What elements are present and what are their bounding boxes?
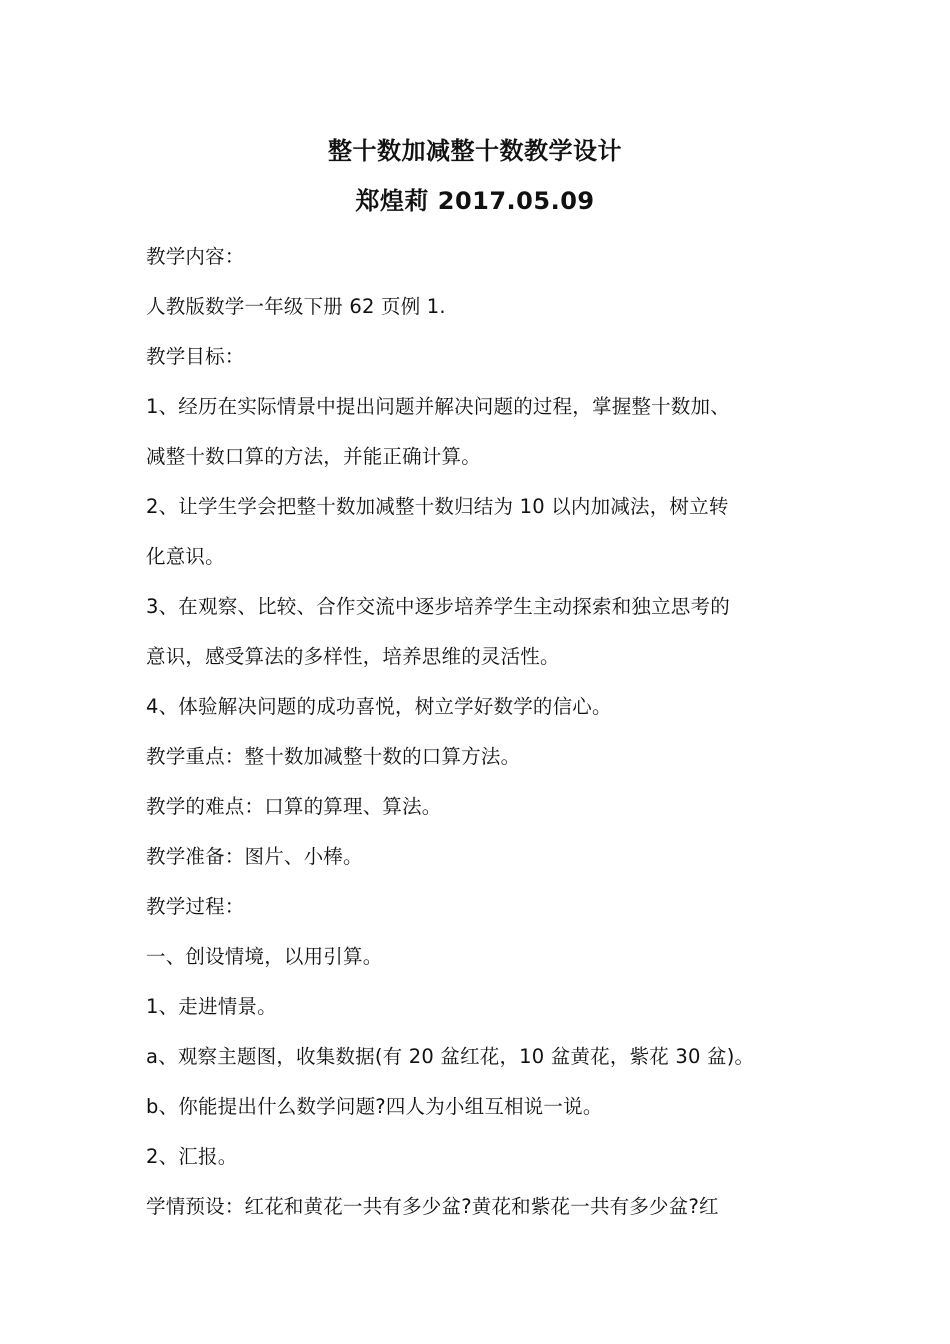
paragraph: 一、创设情境，以用引算。 — [146, 945, 383, 968]
paragraph: 学情预设：红花和黄花一共有多少盆?黄花和紫花一共有多少盆?红 — [146, 1195, 719, 1218]
paragraph: 教学准备：图片、小棒。 — [146, 845, 363, 868]
paragraph: 教学重点：整十数加减整十数的口算方法。 — [146, 745, 521, 768]
document-subtitle: 郑煌莉 2017.05.09 — [355, 187, 595, 215]
paragraph: 1、走进情景。 — [146, 995, 277, 1018]
paragraph: b、你能提出什么数学问题?四人为小组互相说一说。 — [146, 1095, 603, 1118]
paragraph: 人教版数学一年级下册 62 页例 1. — [146, 295, 446, 318]
paragraph: 教学内容： — [146, 245, 245, 268]
paragraph: 教学过程： — [146, 895, 245, 918]
paragraph: 减整十数口算的方法，并能正确计算。 — [146, 445, 481, 468]
paragraph: 意识，感受算法的多样性，培养思维的灵活性。 — [146, 645, 560, 668]
paragraph: a、观察主题图，收集数据(有 20 盆红花，10 盆黄花，紫花 30 盆)。 — [146, 1045, 755, 1068]
paragraph: 化意识。 — [146, 545, 225, 568]
paragraph: 2、让学生学会把整十数加减整十数归结为 10 以内加减法，树立转 — [146, 495, 729, 518]
paragraph: 3、在观察、比较、合作交流中逐步培养学生主动探索和独立思考的 — [146, 595, 730, 618]
paragraph: 1、经历在实际情景中提出问题并解决问题的过程，掌握整十数加、 — [146, 395, 730, 418]
paragraph: 教学目标： — [146, 345, 245, 368]
paragraph: 4、体验解决问题的成功喜悦，树立学好数学的信心。 — [146, 695, 612, 718]
document-body — [146, 232, 818, 1232]
document-title: 整十数加减整十数教学设计 — [328, 137, 622, 165]
paragraph: 教学的难点：口算的算理、算法。 — [146, 795, 442, 818]
paragraph: 2、汇报。 — [146, 1145, 238, 1168]
